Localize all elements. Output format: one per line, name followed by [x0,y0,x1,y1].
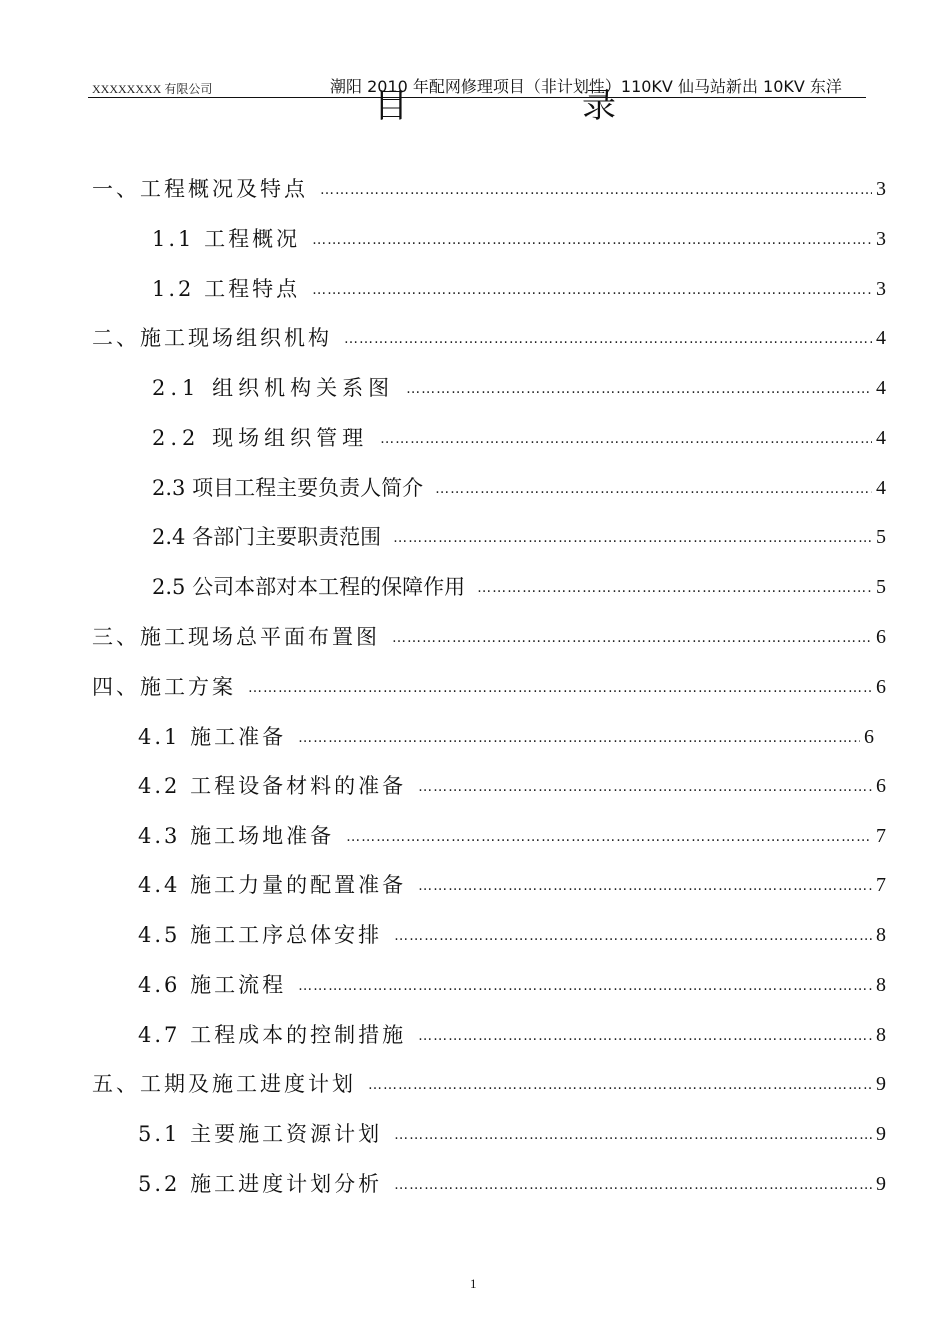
toc-entry-page: 4 [876,427,886,449]
toc-entry-page: 5 [876,526,886,548]
toc-entry-page: 3 [876,178,886,200]
toc-entry-text: 4.3 施工场地准备 [138,824,335,848]
toc-entry-page: 4 [876,477,886,499]
toc-entry-page: 9 [876,1123,886,1145]
toc-leader-dots [394,921,872,951]
toc-entry-text: 四、施工方案 [92,675,236,699]
toc-entry-page: 6 [864,726,874,748]
toc-leader-dots [248,673,872,703]
toc-entry-page: 5 [876,576,886,598]
toc-entry[interactable] [152,522,886,552]
toc-entry-text: 5.2 施工进度计划分析 [138,1172,383,1196]
toc-entry[interactable] [152,274,886,304]
toc-entry-text: 2.2 现场组织管理 [152,426,369,450]
toc-entry-text: 4.2 工程设备材料的准备 [138,774,407,798]
toc-entry-page: 8 [876,1024,886,1046]
toc-leader-dots [406,374,872,404]
toc-title-char-1: 目 [374,86,408,126]
toc-entry-text: 4.7 工程成本的控制措施 [138,1023,407,1047]
toc-leader-dots [418,772,872,802]
toc-leader-dots [346,822,872,852]
toc-entry-text: 五、工期及施工进度计划 [92,1072,356,1096]
toc-entry[interactable] [92,174,886,204]
toc-entry-text: 4.5 施工工序总体安排 [138,923,383,947]
toc-leader-dots [393,523,872,553]
toc-leader-dots [368,1070,872,1100]
toc-leader-dots [380,424,872,454]
toc-entry-page: 9 [876,1173,886,1195]
toc-leader-dots [435,474,872,504]
toc-entry[interactable] [138,870,886,900]
toc-entry[interactable] [138,722,874,752]
toc-leader-dots [344,324,872,354]
toc-entry-text: 2.1 组织机构关系图 [152,376,395,400]
toc-entry[interactable] [138,970,886,1000]
toc-entry[interactable] [152,224,886,254]
toc-entry[interactable] [152,373,886,403]
toc-leader-dots [394,1170,872,1200]
toc-entry-text: 5.1 主要施工资源计划 [138,1122,383,1146]
toc-entry[interactable] [152,572,886,602]
toc-entry[interactable] [92,622,886,652]
toc-leader-dots [320,175,872,205]
toc-leader-dots [312,275,872,305]
toc-entry-page: 7 [876,874,886,896]
toc-entry-page: 6 [876,775,886,797]
toc-entry-text: 二、施工现场组织机构 [92,326,332,350]
toc-entry[interactable] [152,473,886,503]
toc-entry-text: 2.4 各部门主要职责范围 [152,525,382,549]
toc-entry-text: 4.4 施工力量的配置准备 [138,873,407,897]
toc-title-char-2: 录 [582,86,616,126]
toc-leader-dots [394,1120,872,1150]
toc-entry[interactable] [138,1169,886,1199]
toc-entry[interactable] [92,323,886,353]
toc-leader-dots [298,723,860,753]
toc-entry-page: 7 [876,825,886,847]
toc-entry-text: 1.1 工程概况 [152,227,301,251]
toc-leader-dots [392,623,872,653]
toc-entry-text: 三、施工现场总平面布置图 [92,625,380,649]
toc-entry-page: 4 [876,327,886,349]
toc-leader-dots [312,225,872,255]
footer-page-number: 1 [470,1276,477,1291]
toc-entry-page: 9 [876,1073,886,1095]
toc-entry-text: 一、工程概况及特点 [92,177,308,201]
toc-entry-page: 6 [876,626,886,648]
toc-entry[interactable] [138,821,886,851]
toc-entry-page: 8 [876,924,886,946]
toc-leader-dots [418,1021,872,1051]
toc-leader-dots [418,871,872,901]
toc-entry-text: 2.5 公司本部对本工程的保障作用 [152,575,466,599]
toc-entry-text: 4.1 施工准备 [138,725,287,749]
toc-entry[interactable] [138,920,886,950]
toc-entry-text: 1.2 工程特点 [152,277,301,301]
toc-entry-page: 6 [876,676,886,698]
header-divider [88,97,866,98]
toc-leader-dots [477,573,872,603]
toc-entry-page: 4 [876,377,886,399]
toc-entry[interactable] [138,1119,886,1149]
toc-entry-page: 8 [876,974,886,996]
toc-entry[interactable] [92,672,886,702]
toc-entry-text: 2.3 项目工程主要负责人简介 [152,476,424,500]
toc-entry-page: 3 [876,228,886,250]
toc-leader-dots [298,971,872,1001]
toc-entry[interactable] [152,423,886,453]
toc-entry[interactable] [92,1069,886,1099]
toc-entry-text: 4.6 施工流程 [138,973,287,997]
header-project-title: 潮阳 2010 年配网修理项目（非计划性）110KV 仙马站新出 10KV 东洋 [330,77,842,96]
toc-entry-page: 3 [876,278,886,300]
toc-entry[interactable] [138,771,886,801]
toc-entry[interactable] [138,1020,886,1050]
header-company: XXXXXXXX 有限公司 [92,82,213,96]
